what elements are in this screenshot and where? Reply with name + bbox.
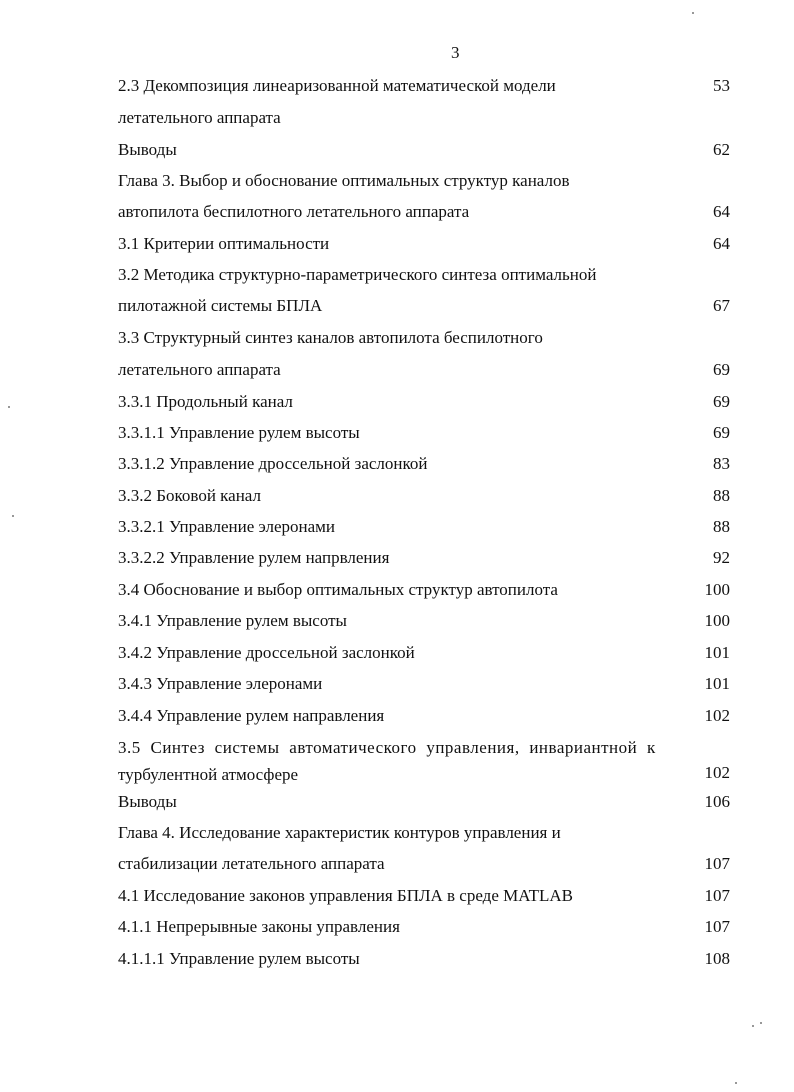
toc-entry-title-line: 3.4.4 Управление рулем направления	[118, 706, 385, 725]
toc-entry-page: 107	[704, 886, 730, 905]
toc-entry-title-line: 3.1 Критерии оптимальности	[118, 234, 330, 253]
toc-entry-title-line: летательного аппарата	[118, 108, 281, 127]
toc-entry-page: 64	[713, 234, 730, 253]
toc-entry-title-line: 4.1.1 Непрерывные законы управления	[118, 917, 400, 936]
toc-entry-title-line: Выводы	[118, 792, 177, 811]
toc-entry-title-line: 3.3.1.1 Управление рулем высоты	[118, 423, 360, 442]
toc-entry-title-line: 3.3.1.2 Управление дроссельной заслонкой	[118, 454, 428, 473]
toc-entry-page: 53	[713, 76, 730, 95]
toc-entry-page: 100	[704, 611, 730, 630]
toc-entry-page: 101	[704, 643, 730, 662]
toc-entry-page: 107	[704, 917, 730, 936]
toc-entry-title-line: 3.3.2.1 Управление элеронами	[118, 517, 336, 536]
toc-entry-page: 67	[713, 296, 730, 315]
toc-entry-title-line: 3.4 Обоснование и выбор оптимальных структур автопилота	[118, 580, 558, 599]
scan-speck	[760, 1022, 762, 1024]
toc-entry-page: 83	[713, 454, 730, 473]
toc-entry-title-line: турбулентной атмосфере	[118, 765, 299, 784]
toc-entry-title-line: 4.1 Исследование законов управления БПЛА в среде MATLAB	[118, 886, 574, 905]
page-number: 3	[451, 43, 460, 62]
toc-entry-title-line: 3.3.1 Продольный канал	[118, 392, 293, 411]
toc-entry-title-line: пилотажной системы БПЛА	[118, 296, 323, 315]
toc-entry-page: 64	[713, 202, 730, 221]
toc-entry-title-line: 4.1.1.1 Управление рулем высоты	[118, 949, 360, 968]
scan-speck	[692, 12, 694, 14]
toc-entry-title-line: 3.3.2.2 Управление рулем напрвления	[118, 548, 390, 567]
toc-entry-title-line: 3.2 Методика структурно-параметрического синтеза оптимальной	[118, 265, 597, 284]
scan-speck	[12, 515, 14, 517]
toc-entry-title-line: 3.4.3 Управление элеронами	[118, 674, 323, 693]
scan-speck	[8, 406, 10, 408]
toc-entry-page: 101	[704, 674, 730, 693]
toc-entry-page: 69	[713, 360, 730, 379]
toc-entry-title-line: 3.3.2 Боковой канал	[118, 486, 261, 505]
toc-entry-title-line: летательного аппарата	[118, 360, 281, 379]
toc-entry-page: 102	[704, 706, 730, 725]
toc-entry-page: 106	[704, 792, 730, 811]
toc-entry-page: 102	[704, 763, 730, 782]
toc-entry-page: 69	[713, 423, 730, 442]
toc-entry-page: 88	[713, 486, 730, 505]
toc-entry-page: 92	[713, 548, 730, 567]
scan-speck	[735, 1082, 737, 1084]
scan-speck	[752, 1025, 754, 1027]
toc-entry-title-line: стабилизации летательного аппарата	[118, 854, 385, 873]
toc-entry-page: 88	[713, 517, 730, 536]
toc-entry-title-line: автопилота беспилотного летательного аппарата	[118, 202, 470, 221]
toc-entry-page: 69	[713, 392, 730, 411]
toc-entry-title-line: Глава 3. Выбор и обоснование оптимальных структур каналов	[118, 171, 570, 190]
toc-entry-title-line: 3.5 Синтез системы автоматического управления, инвариантной к	[118, 738, 656, 757]
toc-entry-page: 62	[713, 140, 730, 159]
toc-entry-title-line: 3.4.1 Управление рулем высоты	[118, 611, 347, 630]
toc-entry-title-line: 3.3 Структурный синтез каналов автопилота беспилотного	[118, 328, 543, 347]
toc-entry-page: 108	[704, 949, 730, 968]
toc-entry-title-line: Глава 4. Исследование характеристик контуров управления и	[118, 823, 561, 842]
toc-entry-page: 100	[704, 580, 730, 599]
toc-entry-title-line: 3.4.2 Управление дроссельной заслонкой	[118, 643, 415, 662]
toc-entry-title-line: Выводы	[118, 140, 177, 159]
toc-entry-title-line: 2.3 Декомпозиция линеаризованной математической модели	[118, 76, 556, 95]
toc-entry-page: 107	[704, 854, 730, 873]
